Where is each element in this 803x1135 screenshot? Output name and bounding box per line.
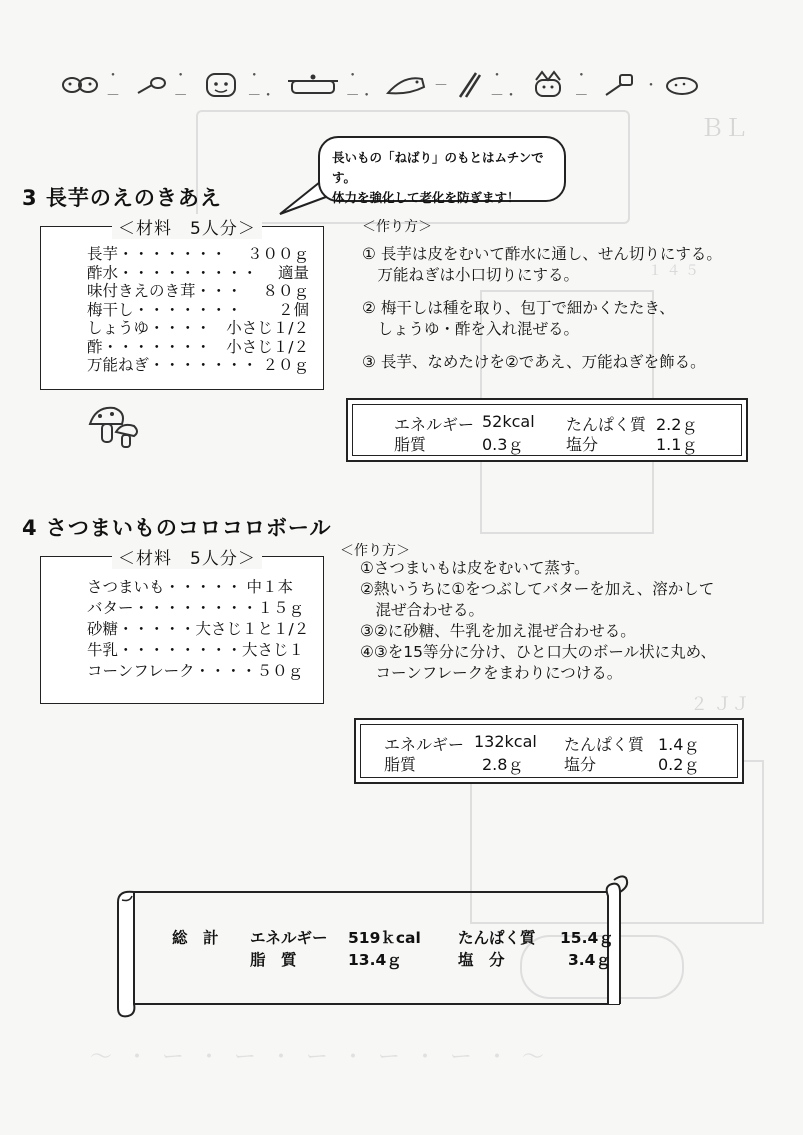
recipe4-materials-header: ＜材料 5人分＞ <box>112 544 262 569</box>
bubble-line: 長いもの「ねばり」のもとはムチンです。 <box>332 150 544 185</box>
nutrition-energy-value: 132kcal <box>474 732 537 751</box>
step: 混ぜ合わせる。 <box>360 601 485 619</box>
total-fat-value: 13.4ｇ <box>348 951 402 969</box>
border-dash: ・－・ <box>345 68 374 104</box>
sweet-potato-icon <box>664 71 700 99</box>
nutrition-fat-value: 2.8ｇ <box>482 755 524 774</box>
recipe3-nutrition-box <box>346 398 748 462</box>
total-protein-label: たんぱく質 <box>458 929 536 947</box>
recipe4-nutrition-box <box>354 718 744 784</box>
material-row: 牛乳・・・・・・・・ 大さじ１ <box>87 641 305 659</box>
bubble-line: 体力を強化して老化を防ぎます！ <box>332 190 520 205</box>
total-energy-label: エネルギー <box>250 929 328 947</box>
top-decoration-border <box>60 68 700 102</box>
total-label: 総 計 <box>172 929 219 947</box>
spatula-icon <box>602 71 638 99</box>
nutrition-protein-label: たんぱく質 <box>564 735 645 754</box>
nutrition-protein-value: 2.2ｇ <box>656 415 698 434</box>
bleed-through-text: ＢＬ <box>700 114 748 142</box>
step: コーンフレークをまわりにつける。 <box>360 664 623 682</box>
pot-icon <box>286 71 340 99</box>
nutrition-fat-label: 脂質 <box>394 435 427 454</box>
border-dash: ・－ <box>173 68 188 104</box>
step: ④③を15等分に分け、ひと口大のボール状に丸め、 <box>360 643 716 661</box>
border-dash: ・－・ <box>490 68 518 104</box>
recipe3-materials-header: ＜材料 5人分＞ <box>112 214 262 239</box>
cook-face-icon <box>201 70 241 100</box>
material-row: コーンフレーク・・・・ ５０ｇ <box>87 662 304 680</box>
vegetable-icon <box>528 70 568 100</box>
step: ①さつまいもは皮をむいて蒸す。 <box>360 559 590 577</box>
bleed-through-text: ２ ＪＪ <box>690 694 750 715</box>
material-row: バター・・・・・・・・ １５ｇ <box>87 599 305 617</box>
nutrition-fat-label: 脂質 <box>384 755 417 774</box>
nutrition-protein-label: たんぱく質 <box>566 415 647 434</box>
material-row: さつまいも・・・・・ 中１本 <box>87 578 293 596</box>
bleed-through-text: １ ４ ５ <box>648 263 699 279</box>
border-dash: ・ <box>644 78 658 94</box>
material-row: 味付きえのき茸・・・ ８０ｇ <box>87 282 309 300</box>
speech-bubble <box>318 136 566 205</box>
material-row: 長芋・・・・・・・ ３００ｇ <box>87 245 309 263</box>
material-row: 万能ねぎ・・・・・・・ ２０ｇ <box>87 356 309 374</box>
recipe3-howto-header: ＜作り方＞ <box>362 219 432 235</box>
border-dash: － <box>434 78 448 94</box>
mushroom-icon <box>86 404 142 450</box>
material-row: 梅干し・・・・・・・ ２個 <box>87 300 309 319</box>
step: ② 梅干しは種を取り、包丁で細かくたたき、 <box>362 299 675 317</box>
nutrition-salt-value: 1.1ｇ <box>656 435 698 454</box>
step: ③ 長芋、なめたけを②であえ、万能ねぎを飾る。 <box>362 353 706 371</box>
border-dash: ・－・ <box>247 68 276 104</box>
total-salt-value: 3.4ｇ <box>568 951 611 969</box>
total-energy-value: 519ｋcal <box>348 929 421 947</box>
border-dash: ・－ <box>106 68 120 104</box>
fish-icon <box>384 71 428 99</box>
step: ③②に砂糖、牛乳を加え混ぜ合わせる。 <box>360 622 636 640</box>
recipe3-steps <box>362 244 722 373</box>
nutrition-salt-value: 0.2ｇ <box>658 755 700 774</box>
nutrition-salt-label: 塩分 <box>564 755 597 774</box>
nutrition-salt-label: 塩分 <box>566 435 599 454</box>
step: 万能ねぎは小口切りにする。 <box>362 266 580 284</box>
nutrition-energy-value: 52kcal <box>482 412 535 431</box>
recipe4-materials-box <box>40 556 324 704</box>
recipe3-materials-box <box>40 226 324 390</box>
recipe4-steps <box>360 558 716 684</box>
recipe3-materials-list <box>87 245 309 375</box>
total-fat-label: 脂 質 <box>250 951 297 969</box>
total-salt-label: 塩 分 <box>458 951 505 969</box>
step: ②熱いうちに①をつぶしてバターを加え、溶かして <box>360 580 715 598</box>
nutrition-energy-label: エネルギー <box>394 415 475 434</box>
shoes-icon <box>60 71 100 99</box>
total-protein-value: 15.4ｇ <box>560 929 614 947</box>
nutrition-energy-label: エネルギー <box>384 735 465 754</box>
material-row: 酢水・・・・・・・・・ 適量 <box>87 263 309 282</box>
spoon-icon <box>134 71 168 99</box>
step: ① 長芋は皮をむいて酢水に通し、せん切りにする。 <box>362 245 722 263</box>
nutrition-protein-value: 1.4ｇ <box>658 735 700 754</box>
nutrition-fat-value: 0.3ｇ <box>482 435 524 454</box>
recipe4-title: 4 さつまいものコロコロボール <box>22 516 332 540</box>
chopsticks-icon <box>454 71 484 99</box>
bleed-through-text: 〜・ー・ー・ー・ー・ー・〜 <box>90 1045 559 1070</box>
material-row: しょうゆ・・・・ 小さじ１/２ <box>87 319 309 337</box>
step: しょうゆ・酢を入れ混ぜる。 <box>362 320 580 338</box>
recipe4-materials-list <box>87 577 310 682</box>
material-row: 酢・・・・・・・ 小さじ１/２ <box>87 337 309 356</box>
border-dash: ・－ <box>574 68 589 104</box>
recipe3-title: 3 長芋のえのきあえ <box>22 186 222 210</box>
recipe4-howto-header: ＜作り方＞ <box>340 543 410 559</box>
material-row: 砂糖・・・・・ 大さじ１と１/２ <box>87 620 310 638</box>
